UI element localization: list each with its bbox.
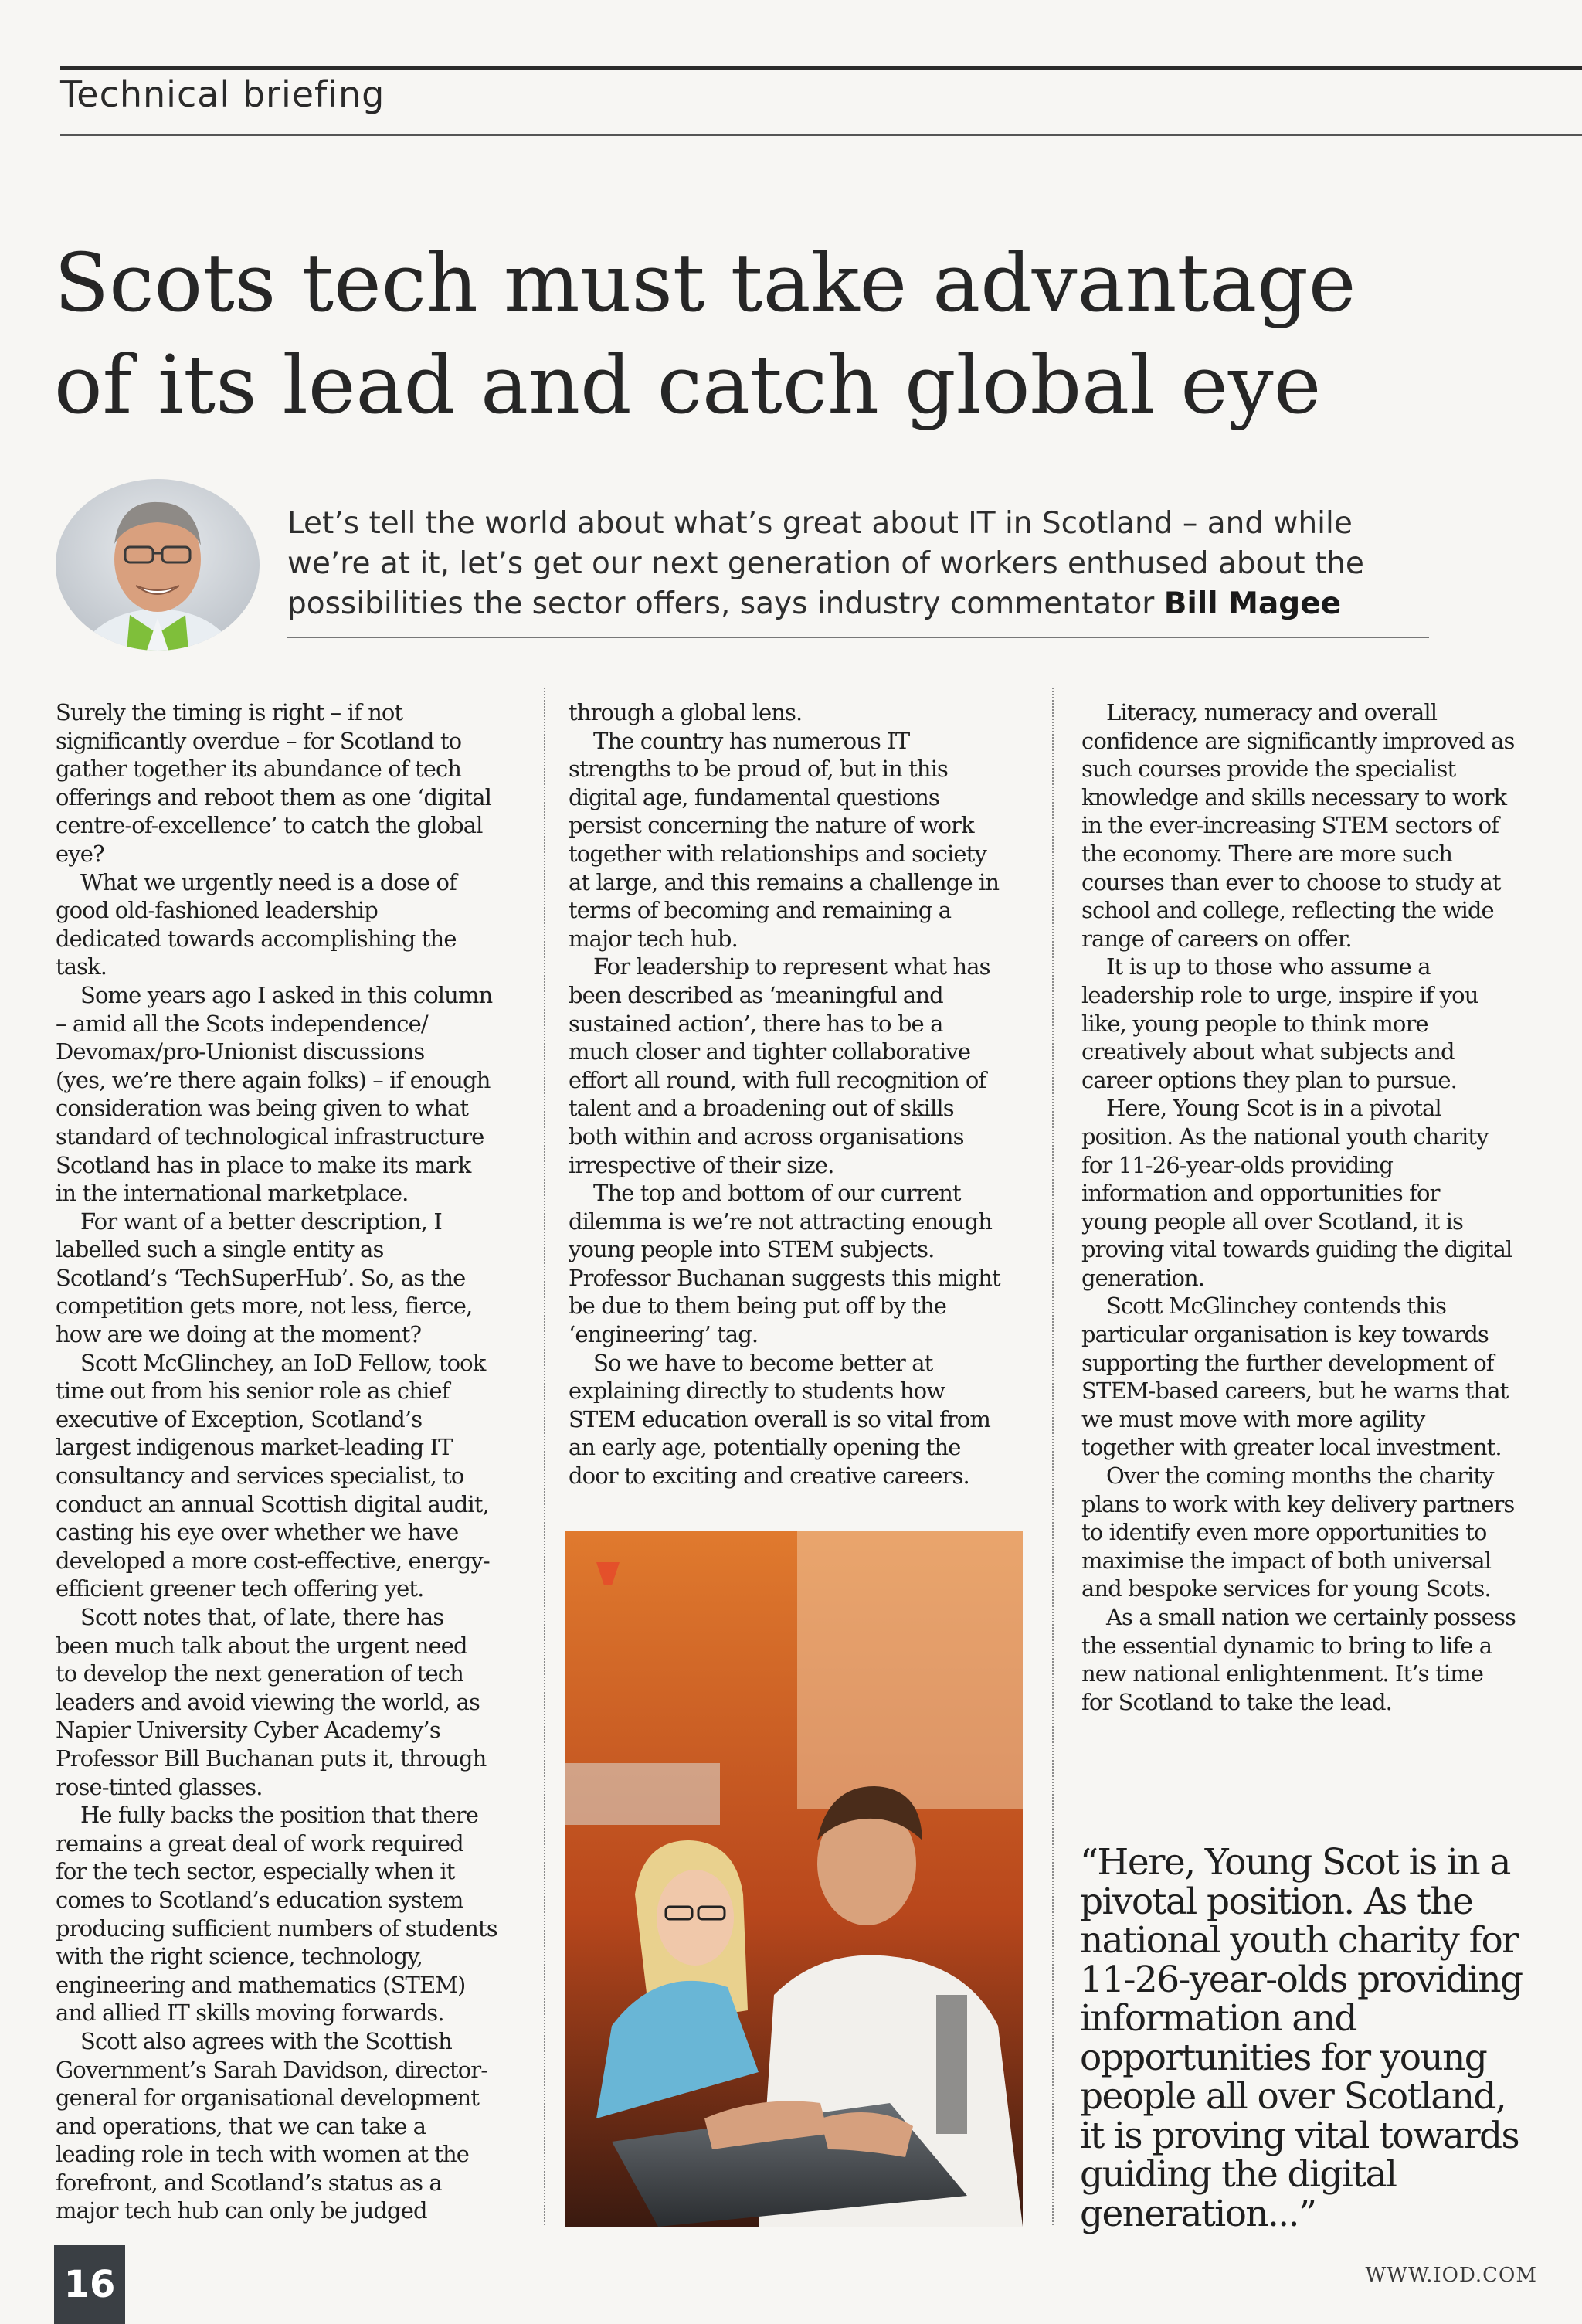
- website-url: WWW.IOD.COM: [1365, 2264, 1537, 2287]
- body-text-line: Scott McGlinchey, an IoD Fellow, took: [80, 1349, 486, 1376]
- body-text-line: irrespective of their size.: [569, 1151, 834, 1178]
- body-text-line: range of careers on offer.: [1081, 925, 1352, 952]
- body-text-line: Napier University Cyber Academy’s: [56, 1717, 440, 1744]
- standfirst: [287, 504, 1461, 624]
- body-text-line: new national enlightenment. It’s time: [1081, 1660, 1483, 1687]
- section-label: Technical briefing: [60, 73, 385, 115]
- body-text-line: It is up to those who assume a: [1106, 953, 1431, 980]
- body-text-line: the essential dynamic to bring to life a: [1081, 1632, 1492, 1659]
- body-text-line: and operations, that we can take a: [56, 2112, 426, 2139]
- standfirst-line-text: possibilities the sector offers, says industry commentator: [287, 586, 1155, 621]
- body-text-line: in the international marketplace.: [56, 1180, 409, 1207]
- body-text-line: school and college, reflecting the wide: [1081, 897, 1494, 924]
- body-text-line: to identify even more opportunities to: [1081, 1519, 1487, 1546]
- body-text-line: For leadership to represent what has: [593, 953, 990, 980]
- page-number: 16: [54, 2245, 125, 2324]
- body-text-line: how are we doing at the moment?: [56, 1321, 422, 1348]
- body-text-line: together with greater local investment.: [1081, 1434, 1502, 1461]
- body-text-line: What we urgently need is a dose of: [80, 868, 457, 895]
- body-text-line: The country has numerous IT: [593, 727, 910, 754]
- body-text-line: So we have to become better at: [593, 1349, 933, 1376]
- body-text-line: strengths to be proud of, but in this: [569, 756, 948, 783]
- body-text-line: consultancy and services specialist, to: [56, 1463, 464, 1490]
- body-text-line: Scotland has in place to make its mark: [56, 1151, 471, 1178]
- body-text-line: leading role in tech with women at the: [56, 2141, 470, 2168]
- body-text-line: Surely the timing is right – if not: [56, 699, 403, 725]
- body-text-line: information and opportunities for: [1081, 1180, 1440, 1207]
- body-text-line: casting his eye over whether we have: [56, 1519, 459, 1546]
- pull-quote-line: guiding the digital: [1080, 2153, 1397, 2196]
- body-text-line: with the right science, technology,: [56, 1943, 423, 1970]
- body-text-line: for Scotland to take the lead.: [1081, 1688, 1392, 1715]
- body-text-line: efficient greener tech offering yet.: [56, 1575, 424, 1602]
- body-text-line: good old-fashioned leadership: [56, 897, 378, 924]
- pull-quote-line: 11-26-year-olds providing: [1080, 1958, 1523, 2001]
- author-name: Bill Magee: [1163, 586, 1342, 621]
- body-text-line: Scotland’s ‘TechSuperHub’. So, as the: [56, 1264, 466, 1291]
- body-text-line: persist concerning the nature of work: [569, 812, 974, 839]
- pull-quote-line: pivotal position. As the: [1080, 1880, 1473, 1923]
- body-text-line: task.: [56, 953, 107, 980]
- body-text-line: standard of technological infrastructure: [56, 1123, 484, 1150]
- body-text-line: leadership role to urge, inspire if you: [1081, 981, 1478, 1008]
- body-text-line: dedicated towards accomplishing the: [56, 925, 457, 952]
- body-text-line: to develop the next generation of tech: [56, 1660, 463, 1687]
- body-text-line: young people into STEM subjects.: [569, 1236, 935, 1263]
- body-text-line: explaining directly to students how: [569, 1378, 945, 1405]
- body-text-line: The top and bottom of our current: [593, 1180, 961, 1207]
- column-divider: [544, 688, 545, 2225]
- body-text-line: supporting the further development of: [1081, 1349, 1494, 1376]
- body-text-line: major tech hub.: [569, 925, 738, 952]
- body-text-line: for the tech sector, especially when it: [56, 1858, 455, 1885]
- body-text-line: particular organisation is key towards: [1081, 1321, 1489, 1348]
- students-at-computer-image: [565, 1531, 1023, 2227]
- pull-quote-line: national youth charity for: [1080, 1919, 1519, 1962]
- body-text-line: conduct an annual Scottish digital audit,: [56, 1490, 489, 1517]
- body-text-line: consideration was being given to what: [56, 1095, 469, 1122]
- body-text-line: developed a more cost-effective, energy-: [56, 1547, 490, 1574]
- body-text-line: Scott also agrees with the Scottish: [80, 2027, 452, 2054]
- pull-quote-line: opportunities for young: [1080, 2036, 1487, 2079]
- body-text-line: centre-of-excellence’ to catch the global: [56, 812, 483, 839]
- body-text-line: eye?: [56, 840, 104, 867]
- body-text-line: knowledge and skills necessary to work: [1081, 783, 1507, 810]
- body-text-line: both within and across organisations: [569, 1123, 964, 1150]
- body-text-line: rose-tinted glasses.: [56, 1773, 263, 1800]
- body-text-line: (yes, we’re there again folks) – if enough: [56, 1066, 491, 1093]
- body-text-line: producing sufficient numbers of students: [56, 1915, 497, 1942]
- pull-quote-line: it is proving vital towards: [1080, 2114, 1519, 2157]
- body-text-line: significantly overdue – for Scotland to: [56, 727, 462, 754]
- author-portrait-image: [56, 479, 260, 651]
- body-text-line: plans to work with key delivery partners: [1081, 1490, 1515, 1517]
- body-column-3: [1081, 698, 1560, 1716]
- pull-quote-line: information and: [1080, 1997, 1356, 2040]
- header-bottom-rule: [60, 134, 1582, 136]
- headline-line: Scots tech must take advantage: [54, 236, 1356, 330]
- body-column-2: [569, 698, 1047, 1490]
- body-text-line: terms of becoming and remaining a: [569, 897, 952, 924]
- body-text-line: young people all over Scotland, it is: [1081, 1208, 1463, 1235]
- body-text-line: sustained action’, there has to be a: [569, 1010, 943, 1037]
- body-text-line: effort all round, with full recognition of: [569, 1066, 986, 1093]
- headline-line: of its lead and catch global eye: [54, 338, 1322, 432]
- body-text-line: been described as ‘meaningful and: [569, 981, 943, 1008]
- body-text-line: an early age, potentially opening the: [569, 1434, 961, 1461]
- body-text-line: generation.: [1081, 1264, 1205, 1291]
- standfirst-line: Let’s tell the world about what’s great about IT in Scotland – and while: [287, 506, 1353, 541]
- body-text-line: As a small nation we certainly possess: [1106, 1604, 1516, 1630]
- body-text-line: For want of a better description, I: [80, 1208, 442, 1235]
- body-text-line: largest indigenous market-leading IT: [56, 1434, 453, 1461]
- body-text-line: through a global lens.: [569, 699, 803, 725]
- article-photo: [565, 1531, 1023, 2227]
- standfirst-rule: [287, 637, 1429, 638]
- body-text-line: Professor Bill Buchanan puts it, through: [56, 1745, 487, 1772]
- body-text-line: and bespoke services for young Scots.: [1081, 1575, 1491, 1602]
- body-text-line: such courses provide the specialist: [1081, 756, 1456, 783]
- body-text-line: Here, Young Scot is in a pivotal: [1106, 1095, 1441, 1122]
- body-text-line: remains a great deal of work required: [56, 1830, 463, 1857]
- body-text-line: together with relationships and society: [569, 840, 986, 867]
- body-text-line: offerings and reboot them as one ‘digital: [56, 783, 492, 810]
- column-divider: [1052, 688, 1054, 2225]
- body-text-line: been much talk about the urgent need: [56, 1632, 467, 1659]
- body-text-line: position. As the national youth charity: [1081, 1123, 1489, 1150]
- body-text-line: Scott McGlinchey contends this: [1106, 1293, 1447, 1320]
- body-text-line: leaders and avoid viewing the world, as: [56, 1688, 480, 1715]
- body-text-line: major tech hub can only be judged: [56, 2197, 427, 2224]
- body-text-line: courses than ever to choose to study at: [1081, 868, 1501, 895]
- body-text-line: talent and a broadening out of skills: [569, 1095, 954, 1122]
- body-text-line: the economy. There are more such: [1081, 840, 1453, 867]
- body-text-line: confidence are significantly improved as: [1081, 727, 1515, 754]
- body-text-line: we must move with more agility: [1081, 1405, 1425, 1432]
- body-text-line: time out from his senior role as chief: [56, 1378, 450, 1405]
- body-text-line: executive of Exception, Scotland’s: [56, 1405, 423, 1432]
- body-text-line: at large, and this remains a challenge in: [569, 868, 1000, 895]
- body-text-line: in the ever-increasing STEM sectors of: [1081, 812, 1499, 839]
- body-text-line: Government’s Sarah Davidson, director-: [56, 2056, 488, 2083]
- body-text-line: general for organisational development: [56, 2084, 479, 2112]
- top-rule: [60, 66, 1582, 70]
- body-text-line: STEM-based careers, but he warns that: [1081, 1378, 1509, 1405]
- body-column-1: [56, 698, 535, 2225]
- body-text-line: – amid all the Scots independence/: [56, 1010, 428, 1037]
- author-photo: [56, 479, 260, 651]
- body-text-line: labelled such a single entity as: [56, 1236, 384, 1263]
- body-text-line: Over the coming months the charity: [1106, 1463, 1494, 1490]
- body-text-line: be due to them being put off by the: [569, 1293, 946, 1320]
- body-text-line: competition gets more, not less, fierce,: [56, 1293, 473, 1320]
- body-text-line: Professor Buchanan suggests this might: [569, 1264, 1000, 1291]
- body-text-line: dilemma is we’re not attracting enough: [569, 1208, 993, 1235]
- standfirst-line: we’re at it, let’s get our next generation of workers enthused about the: [287, 546, 1364, 581]
- body-text-line: career options they plan to pursue.: [1081, 1066, 1457, 1093]
- body-text-line: maximise the impact of both universal: [1081, 1547, 1492, 1574]
- pull-quote: [1080, 1843, 1574, 2234]
- body-text-line: gather together its abundance of tech: [56, 756, 462, 783]
- pull-quote-line: “Here, Young Scot is in a: [1080, 1841, 1510, 1884]
- body-text-line: Some years ago I asked in this column: [80, 981, 493, 1008]
- body-text-line: proving vital towards guiding the digital: [1081, 1236, 1512, 1263]
- body-text-line: much closer and tighter collaborative: [569, 1038, 971, 1065]
- body-text-line: like, young people to think more: [1081, 1010, 1428, 1037]
- body-text-line: for 11-26-year-olds providing: [1081, 1151, 1394, 1178]
- body-text-line: comes to Scotland’s education system: [56, 1886, 463, 1913]
- pull-quote-line: people all over Scotland,: [1080, 2075, 1506, 2118]
- standfirst-line: [287, 584, 1461, 624]
- pull-quote-line: generation...”: [1080, 2192, 1316, 2235]
- body-text-line: Literacy, numeracy and overall: [1106, 699, 1438, 725]
- body-text-line: forefront, and Scotland’s status as a: [56, 2169, 442, 2196]
- body-text-line: and allied IT skills moving forwards.: [56, 2000, 444, 2027]
- body-text-line: door to exciting and creative careers.: [569, 1463, 969, 1490]
- body-text-line: Devomax/pro-Unionist discussions: [56, 1038, 425, 1065]
- headline: [54, 232, 1568, 436]
- body-text-line: Scott notes that, of late, there has: [80, 1604, 444, 1630]
- body-text-line: He fully backs the position that there: [80, 1802, 478, 1829]
- body-text-line: engineering and mathematics (STEM): [56, 1971, 466, 1998]
- body-text-line: ‘engineering’ tag.: [569, 1321, 759, 1348]
- body-text-line: creatively about what subjects and: [1081, 1038, 1455, 1065]
- body-text-line: STEM education overall is so vital from: [569, 1405, 990, 1432]
- body-text-line: digital age, fundamental questions: [569, 783, 939, 810]
